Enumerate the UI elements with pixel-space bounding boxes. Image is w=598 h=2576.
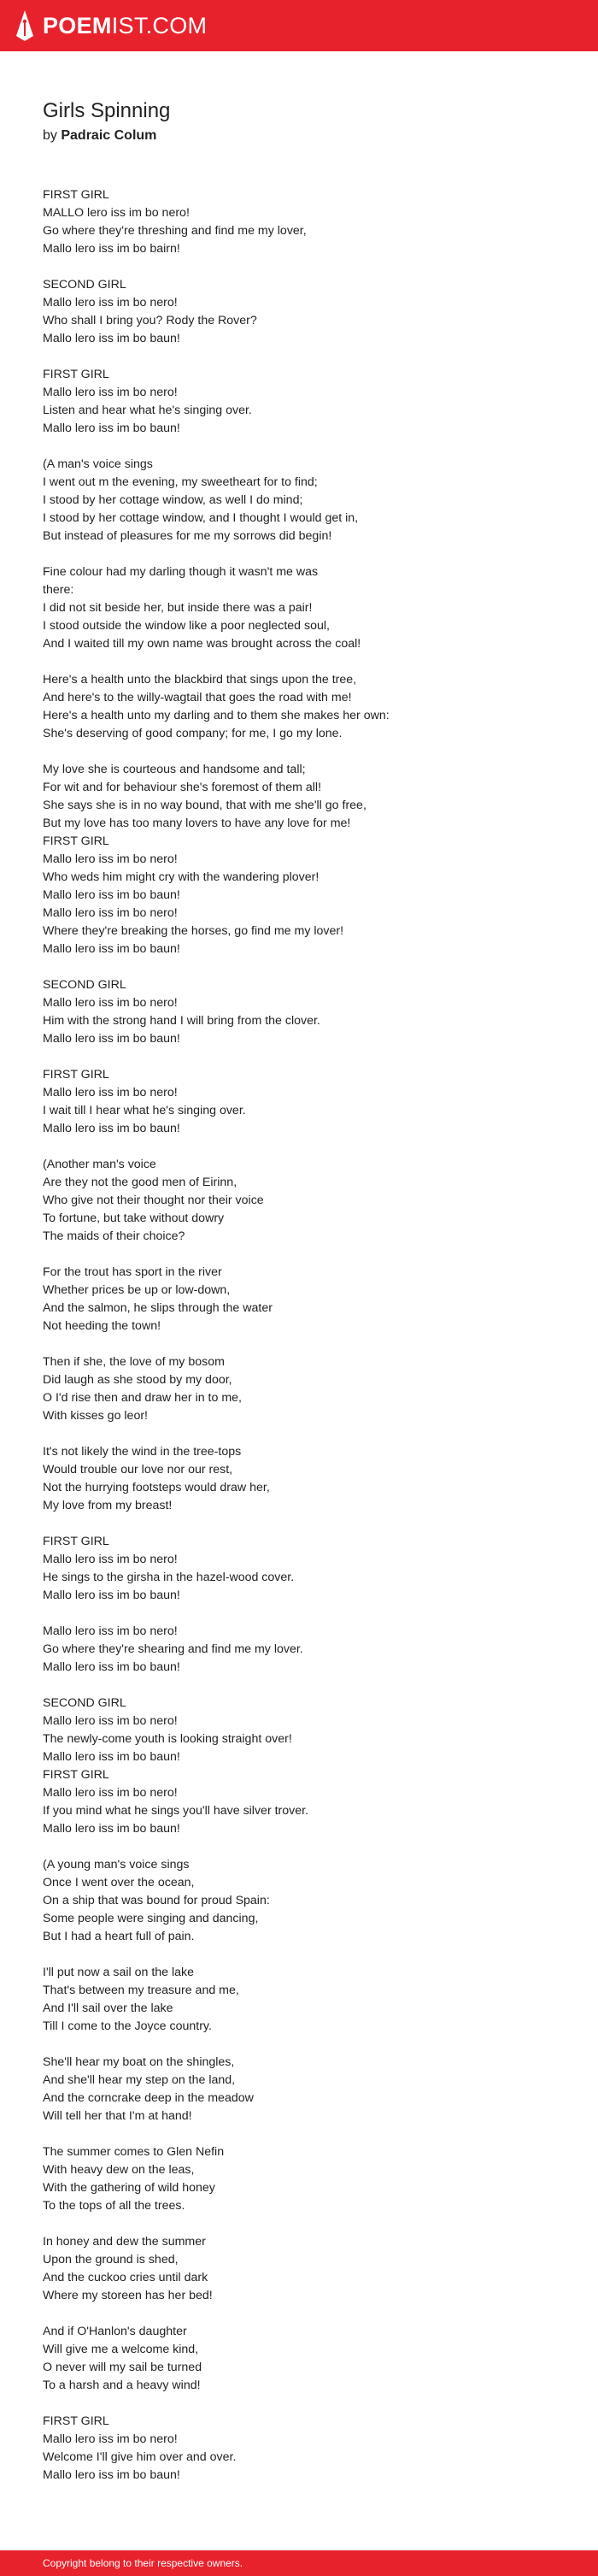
poem-line: FIRST GIRL	[43, 1535, 109, 1548]
poem-line: Mallo lero iss im bo nero!	[43, 1714, 178, 1728]
poem-line: And the salmon, he slips through the water	[43, 1301, 273, 1315]
poem-stanza	[43, 366, 572, 438]
author-name[interactable]: Padraic Colum	[61, 128, 157, 143]
logo-text-bold: POEM	[43, 13, 112, 38]
poem-line: SECOND GIRL	[43, 278, 126, 292]
poem-line: If you mind what he sings you'll have silver trover.	[43, 1804, 309, 1818]
poem-line: Mallo lero iss im bo nero!	[43, 996, 178, 1010]
poem-line: FIRST GIRL	[43, 834, 109, 848]
poem-line: Who shall I bring you? Rody the Rover?	[43, 314, 257, 327]
poem-line: Mallo lero iss im bo nero!	[43, 2432, 178, 2446]
poem-stanza	[43, 563, 572, 653]
poem-line: That's between my treasure and me,	[43, 1984, 239, 1997]
poemist-logo[interactable]	[15, 10, 207, 41]
site-footer	[0, 2550, 598, 2576]
poem-stanza	[43, 2323, 572, 2395]
poem-line: But my love has too many lovers to have any love for me!	[43, 816, 351, 830]
site-header	[0, 0, 598, 51]
poem-line: (A man's voice sings	[43, 457, 153, 471]
poem-line: Whether prices be up or low-down,	[43, 1283, 231, 1297]
poem-line: It's not likely the wind in the tree-tops	[43, 1445, 242, 1459]
poem-line: Fine colour had my darling though it wasn't me was	[43, 565, 319, 579]
poem-line: To fortune, but take without dowry	[43, 1211, 225, 1225]
poem-line: SECOND GIRL	[43, 978, 126, 992]
poem-line: there:	[43, 583, 74, 597]
poem-line: With kisses go leor!	[43, 1409, 148, 1423]
poem-line: Mallo lero iss im bo nero!	[43, 1624, 178, 1638]
poem-line: On a ship that was bound for proud Spain:	[43, 1894, 270, 1907]
poem-line: (A young man's voice sings	[43, 1858, 190, 1872]
poem-line: I'll put now a sail on the lake	[43, 1966, 195, 1979]
poem-line: Are they not the good men of Eirinn,	[43, 1176, 237, 1189]
poem-stanza	[43, 1533, 572, 1605]
poem-stanza	[43, 1623, 572, 1677]
poem-line: For wit and for behaviour she's foremost of them all!	[43, 781, 322, 794]
poem-line: Mallo lero iss im bo nero!	[43, 296, 178, 309]
poem-stanza	[43, 671, 572, 743]
poem-line: Mallo lero iss im bo baun!	[43, 2468, 180, 2482]
poem-title: Girls Spinning	[43, 99, 171, 122]
poem-line: FIRST GIRL	[43, 1768, 109, 1782]
poem-stanza	[43, 1695, 572, 1838]
poem-line: Listen and hear what he's singing over.	[43, 404, 252, 417]
poem-byline	[43, 126, 156, 146]
poem-line: Go where they're threshing and find me my lover,	[43, 224, 307, 238]
poem-line: The maids of their choice?	[43, 1229, 185, 1243]
poem-line: The summer comes to Glen Nefin	[43, 2145, 225, 2159]
poem-line: Did laugh as she stood by my door,	[43, 1373, 232, 1387]
poem-stanza	[43, 1856, 572, 1946]
poem-line: Mallo lero iss im bo baun!	[43, 421, 180, 435]
poem-line: Mallo lero iss im bo baun!	[43, 888, 180, 902]
poem-line: Mallo lero iss im bo baun!	[43, 1122, 180, 1135]
poem-stanza	[43, 1156, 572, 1246]
poem-line: In honey and dew the summer	[43, 2235, 206, 2249]
poem-line: Upon the ground is shed,	[43, 2253, 179, 2267]
poem-line: He sings to the girsha in the hazel-wood cover.	[43, 1571, 295, 1584]
poem-line: Mallo lero iss im bo baun!	[43, 1660, 180, 1674]
poem-stanza	[43, 1964, 572, 2036]
poem-line: I went out m the evening, my sweetheart for to find;	[43, 475, 318, 489]
byline-prefix: by	[43, 128, 57, 143]
poem-line: Where my storeen has her bed!	[43, 2289, 213, 2302]
poem-stanza	[43, 1066, 572, 1138]
poem-line: To a harsh and a heavy wind!	[43, 2379, 201, 2392]
poem-line: Till I come to the Joyce country.	[43, 2019, 212, 2033]
poem-line: Here's a health unto my darling and to them she makes her own:	[43, 709, 390, 722]
logo-text	[43, 10, 207, 41]
poem-stanza	[43, 976, 572, 1048]
poem-line: Mallo lero iss im bo baun!	[43, 332, 180, 345]
poem-line: My love she is courteous and handsome and tall;	[43, 763, 306, 776]
poem-line: Mallo lero iss im bo nero!	[43, 386, 178, 399]
poem-stanza	[43, 2143, 572, 2215]
poem-line: SECOND GIRL	[43, 1696, 126, 1710]
poem-stanza	[43, 761, 572, 958]
poem-line: And the corncrake deep in the meadow	[43, 2091, 254, 2105]
poem-line: Here's a health unto the blackbird that sings upon the tree,	[43, 673, 357, 687]
poem-line: Who weds him might cry with the wandering plover!	[43, 870, 320, 884]
poem-stanza	[43, 456, 572, 545]
poem-line: Will give me a welcome kind,	[43, 2343, 199, 2356]
poem-line: FIRST GIRL	[43, 368, 109, 381]
poem-line: Mallo lero iss im bo baun!	[43, 1822, 180, 1836]
poem-line: FIRST GIRL	[43, 2414, 109, 2428]
poem-line: And if O'Hanlon's daughter	[43, 2325, 187, 2338]
poem-line: O never will my sail be turned	[43, 2361, 202, 2374]
poem-line: Will tell her that I'm at hand!	[43, 2109, 192, 2123]
poem-line: Mallo lero iss im bo nero!	[43, 906, 178, 920]
poem-line: Welcome I'll give him over and over.	[43, 2450, 237, 2464]
poem-body	[43, 186, 572, 2502]
poem-stanza	[43, 186, 572, 258]
poem-line: My love from my breast!	[43, 1499, 173, 1512]
poem-line: FIRST GIRL	[43, 188, 109, 202]
poem-stanza	[43, 2054, 572, 2125]
poem-line: Mallo lero iss im bo baun!	[43, 1032, 180, 1046]
poem-line: Mallo lero iss im bo nero!	[43, 1786, 178, 1800]
poem-stanza	[43, 1353, 572, 1425]
poem-line: Not the hurrying footsteps would draw her,	[43, 1481, 270, 1494]
poem-line: Then if she, the love of my bosom	[43, 1355, 225, 1369]
poem-stanza	[43, 2413, 572, 2485]
poem-line: And I waited till my own name was brought across the coal!	[43, 637, 361, 651]
poem-stanza	[43, 1443, 572, 1515]
poem-line: She says she is in no way bound, that with me she'll go free,	[43, 799, 366, 812]
poem-line: But I had a heart full of pain.	[43, 1930, 195, 1943]
poem-line: Mallo lero iss im bo baun!	[43, 942, 180, 956]
poem-line: Where they're breaking the horses, go find me my lover!	[43, 924, 344, 938]
poem-line: And the cuckoo cries until dark	[43, 2271, 208, 2284]
poem-stanza	[43, 2233, 572, 2305]
poem-line: Mallo lero iss im bo nero!	[43, 1553, 178, 1566]
poem-line: I did not sit beside her, but inside there was a pair!	[43, 601, 313, 615]
poem-line: Would trouble our love nor our rest,	[43, 1463, 233, 1477]
poem-line: Who give not their thought nor their voice	[43, 1194, 264, 1207]
poem-line: For the trout has sport in the river	[43, 1265, 222, 1279]
poem-line: Him with the strong hand I will bring from the clover.	[43, 1014, 320, 1028]
logo-text-light: IST.COM	[111, 13, 208, 38]
poem-line: The newly-come youth is looking straight over!	[43, 1732, 292, 1746]
copyright-notice: Copyright belong to their respective owners.	[43, 2557, 243, 2569]
poem-line: With heavy dew on the leas,	[43, 2163, 195, 2177]
poem-line: Mallo lero iss im bo nero!	[43, 852, 178, 866]
poem-line: I stood outside the window like a poor neglected soul,	[43, 619, 330, 633]
poem-line: MALLO lero iss im bo nero!	[43, 206, 190, 220]
poem-line: Go where they're shearing and find me my lover.	[43, 1642, 303, 1656]
poem-line: (Another man's voice	[43, 1158, 156, 1171]
poem-line: Some people were singing and dancing,	[43, 1912, 259, 1925]
pen-nib-icon	[15, 10, 34, 41]
poem-line: Not heeding the town!	[43, 1319, 161, 1333]
poem-line: And here's to the willy-wagtail that goes the road with me!	[43, 691, 352, 704]
poem-line: But instead of pleasures for me my sorrows did begin!	[43, 529, 332, 543]
poem-line: I stood by her cottage window, as well I do mind;	[43, 493, 303, 507]
poem-line: O I'd rise then and draw her in to me,	[43, 1391, 242, 1405]
poem-stanza	[43, 276, 572, 348]
poem-line: Mallo lero iss im bo bairn!	[43, 242, 180, 256]
poem-line: To the tops of all the trees.	[43, 2199, 185, 2213]
poem-line: She'll hear my boat on the shingles,	[43, 2055, 235, 2069]
poem-line: Once I went over the ocean,	[43, 1876, 195, 1889]
poem-line: With the gathering of wild honey	[43, 2181, 215, 2195]
poem-line: Mallo lero iss im bo nero!	[43, 1086, 178, 1099]
poem-line: She's deserving of good company; for me, I go my lone.	[43, 727, 343, 740]
poem-line: Mallo lero iss im bo baun!	[43, 1589, 180, 1602]
poem-line: And I'll sail over the lake	[43, 2001, 173, 2015]
poem-line: And she'll hear my step on the land,	[43, 2073, 236, 2087]
poem-line: I wait till I hear what he's singing over.	[43, 1104, 246, 1117]
poem-line: Mallo lero iss im bo baun!	[43, 1750, 180, 1764]
poem-line: FIRST GIRL	[43, 1068, 109, 1082]
poem-stanza	[43, 1264, 572, 1335]
poem-line: I stood by her cottage window, and I thought I would get in,	[43, 511, 359, 525]
